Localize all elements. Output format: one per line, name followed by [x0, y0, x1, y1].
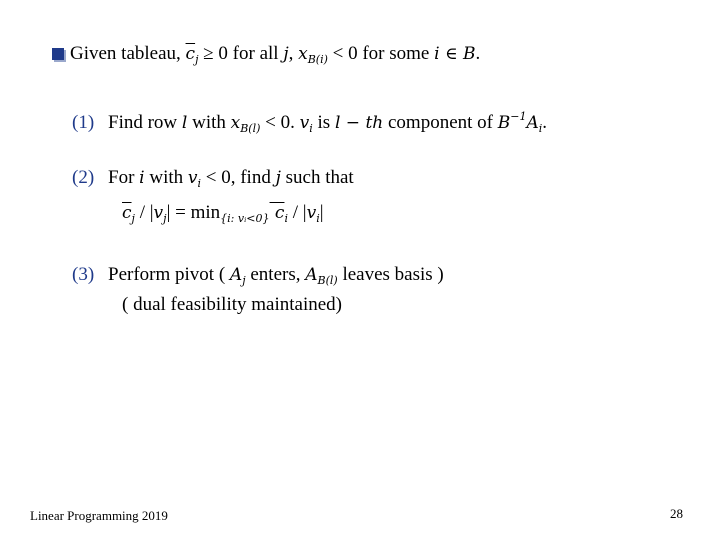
step-text: .	[542, 112, 548, 133]
math-v: v	[187, 168, 198, 188]
math-cbar: $\overline{c}$	[122, 203, 132, 223]
math-op: | = min	[166, 202, 221, 223]
math-lth: l − th	[334, 113, 384, 133]
step-2-equation	[122, 202, 324, 230]
math-sup: −1	[510, 110, 527, 123]
math-A: A	[305, 265, 318, 285]
math-sub: j	[163, 212, 167, 225]
math-sub: B(l)	[317, 274, 338, 287]
step-1	[72, 106, 547, 140]
step-label: (2)	[72, 167, 95, 188]
math-sub: i	[316, 212, 320, 225]
page-number: 28	[670, 506, 683, 521]
step-text: with	[144, 167, 188, 188]
math-sub: {i: vᵢ<0}	[220, 212, 270, 225]
math-sub: j	[131, 212, 135, 225]
header-text: ≥ 0 for all	[198, 43, 284, 64]
step-label: (1)	[72, 112, 95, 133]
step-text: For	[108, 167, 140, 188]
math-v: v	[306, 203, 317, 223]
step-2	[72, 167, 354, 195]
math-i: i	[139, 168, 145, 188]
step-text: component of	[383, 112, 498, 133]
math-sub: B(i)	[307, 53, 328, 66]
math-A: A	[229, 265, 243, 285]
math-cbar: $\overline{c}$	[185, 44, 196, 64]
step-3	[72, 264, 444, 292]
math-sub: j	[242, 274, 246, 287]
math-A: A	[526, 113, 539, 133]
step-label: (3)	[72, 264, 95, 285]
math-sub: i	[538, 122, 543, 135]
header-line	[52, 43, 480, 71]
math-op: / |	[134, 202, 154, 223]
step-3-note	[122, 294, 342, 316]
math-sub: i	[284, 212, 288, 225]
math-x: x	[298, 44, 308, 64]
step-text: < 0, find	[201, 167, 276, 188]
math-l: l	[181, 113, 188, 133]
header-text: Given tableau,	[70, 43, 186, 64]
math-j: j	[283, 44, 289, 64]
math-x: x	[230, 113, 241, 133]
header-text: .	[475, 43, 481, 64]
step-text: enters,	[245, 264, 306, 285]
math-i-in-B: i ∈ B	[434, 44, 476, 64]
step-text: < 0.	[260, 112, 300, 133]
header-text: ,	[288, 43, 299, 64]
math-sub: j	[195, 53, 199, 66]
math-op: / |	[288, 202, 307, 223]
step-text: such that	[280, 167, 354, 188]
step-text: is	[312, 112, 335, 133]
header-text: < 0 for some	[327, 43, 435, 64]
math-op: |	[319, 202, 324, 223]
math-sub: B(l)	[240, 122, 261, 135]
math-v: v	[153, 203, 164, 223]
step-text: with	[187, 112, 231, 133]
step-text: leaves basis )	[337, 264, 444, 285]
math-B: B	[497, 113, 511, 133]
step-text: Find row	[108, 112, 182, 133]
math-j: j	[275, 168, 281, 188]
math-sub: i	[309, 122, 313, 135]
footer-title: Linear Programming 2019	[30, 508, 168, 523]
math-sub: i	[197, 177, 202, 190]
math-v: v	[299, 113, 310, 133]
math-cbar: c	[269, 203, 285, 223]
square-bullet-icon	[52, 48, 64, 60]
step-text: Perform pivot (	[108, 264, 230, 285]
step-note: ( dual feasibility maintained)	[122, 294, 343, 315]
